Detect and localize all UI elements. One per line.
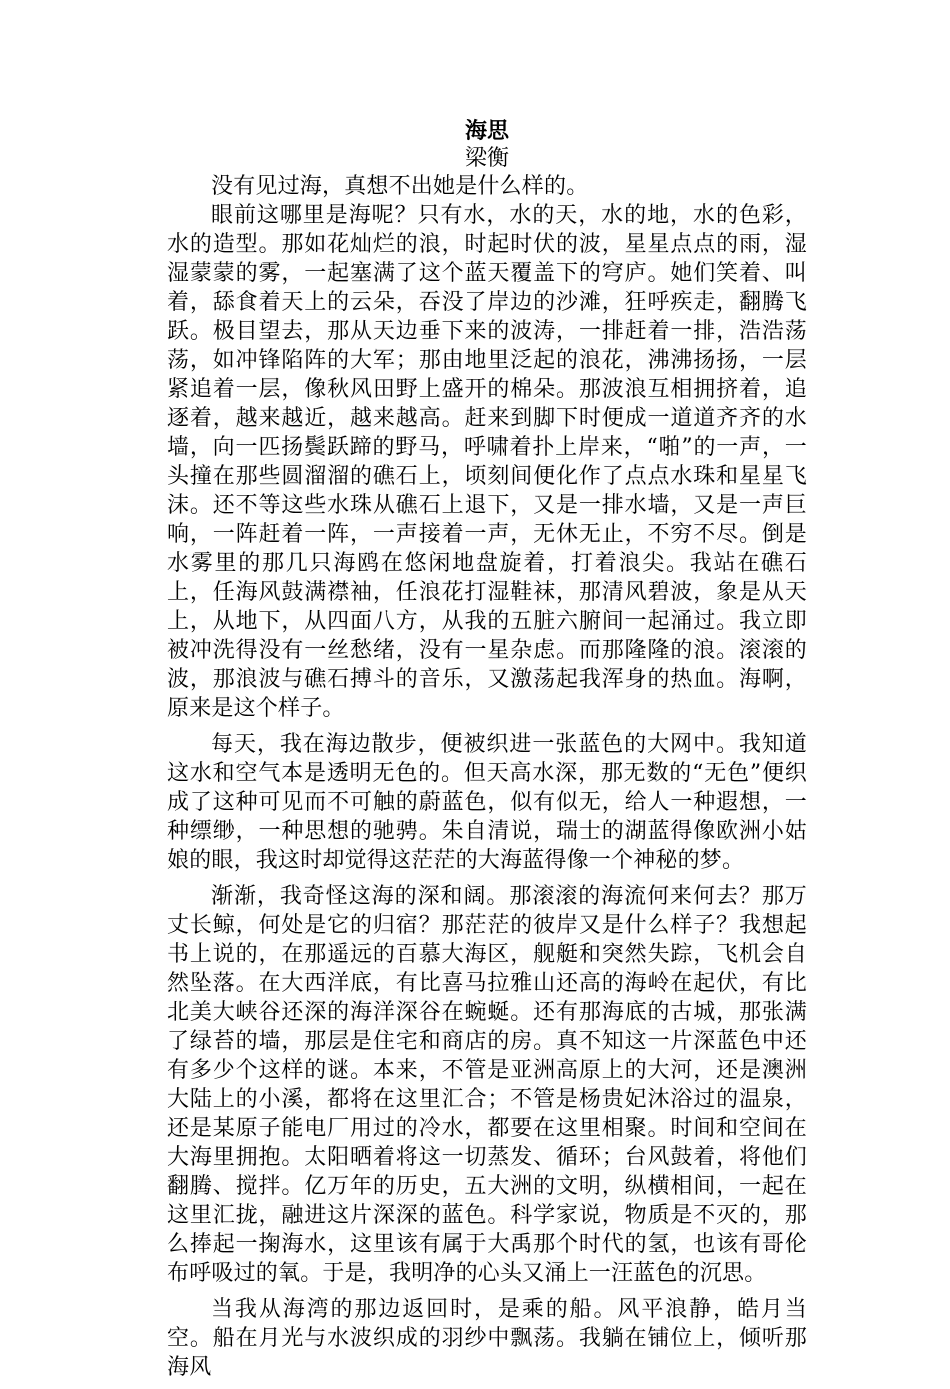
paragraph-3: 每天，我在海边散步，便被织进一张蓝色的大网中。我知道这水和空气本是透明无色的。但天高水深，那无数的“无色”便织成了这种可见而不可触的蔚蓝色，似有似无，给人一种遐想，一种缥缈，一种思想的驰骋。朱自清说，瑞士的湖蓝得像欧洲小姑娘的眼，我这时却觉得这茫茫的大海蓝得像一个神秘的梦。 (167, 732, 807, 873)
document-page (167, 118, 807, 1389)
document-author: 梁衡 (464, 146, 509, 171)
paragraph-1: 没有见过海，真想不出她是什么样的。 (211, 174, 589, 199)
paragraph-2: 眼前这哪里是海呢？只有水，水的天，水的地，水的色彩，水的造型。那如花灿烂的浪，时起时伏的波，星星点点的雨，湿湿蒙蒙的雾，一起塞满了这个蓝天覆盖下的穹庐。她们笑着、叫着，舔食着天上的云朵，吞没了岸边的沙滩，狂呼疾走，翻腾飞跃。极目望去，那从天边垂下来的波涛，一排赶着一排，浩浩荡荡，如冲锋陷阵的大军；那由地里泛起的浪花，沸沸扬扬，一层紧追着一层，像秋风田野上盛开的棉朵。那波浪互相拥挤着，追逐着，越来越近，越来越高。赶来到脚下时便成一道道齐齐的水墙，向一匹扬鬓跃蹄的野马，呼啸着扑上岸来，“啪”的一声，一头撞在那些圆溜溜的礁石上，顷刻间便化作了点点水珠和星星飞沫。还不等这些水珠从礁石上退下，又是一排水墙，又是一声巨响，一阵赶着一阵，一声接着一声，无休无止，不穷不尽。倒是水雾里的那几只海鸥在悠闲地盘旋着，打着浪尖。我站在礁石上，任海风鼓满襟袖，任浪花打湿鞋袜，那清风碧波，象是从天上，从地下，从四面八方，从我的五脏六腑间一起涌过。我立即被冲洗得没有一丝愁绪，没有一星杂虑。而那隆隆的浪。滚滚的波，那浪波与礁石搏斗的音乐，又激荡起我浑身的热血。海啊，原来是这个样子。 (167, 203, 807, 721)
document-title: 海思 (464, 118, 509, 144)
paragraph-5: 当我从海湾的那边返回时，是乘的船。风平浪静，皓月当空。船在月光与水波织成的羽纱中飘荡。我躺在铺位上，倾听那海风 (167, 1297, 807, 1380)
paragraph-4: 渐渐，我奇怪这海的深和阔。那滚滚的海流何来何去？那万丈长鲸，何处是它的归宿？那茫茫的彼岸又是什么样子？我想起书上说的，在那遥远的百慕大海区，舰艇和突然失踪，飞机会自然坠落。在大西洋底，有比喜马拉雅山还高的海岭在起伏，有比北美大峡谷还深的海洋深谷在蜿蜒。还有那海底的古城，那张满了绿苔的墙，那层是住宅和商店的房。真不知这一片深蓝色中还有多少个这样的谜。本来，不管是亚洲高原上的大河，还是澳洲大陆上的小溪，都将在这里汇合；不管是杨贵妃沐浴过的温泉，还是某原子能电厂用过的冷水，都要在这里相聚。时间和空间在大海里拥抱。太阳晒着将这一切蒸发、循环；台风鼓着，将他们翻腾、搅拌。亿万年的历史，五大洲的文明，纵横相间，一起在这里汇拢，融进这片深深的蓝色。科学家说，物质是不灭的，那么捧起一掬海水，这里该有属于大禹那个时代的氢，也该有哥伦布呼吸过的氧。于是，我明净的心头又涌上一汪蓝色的沉思。 (167, 884, 807, 1286)
